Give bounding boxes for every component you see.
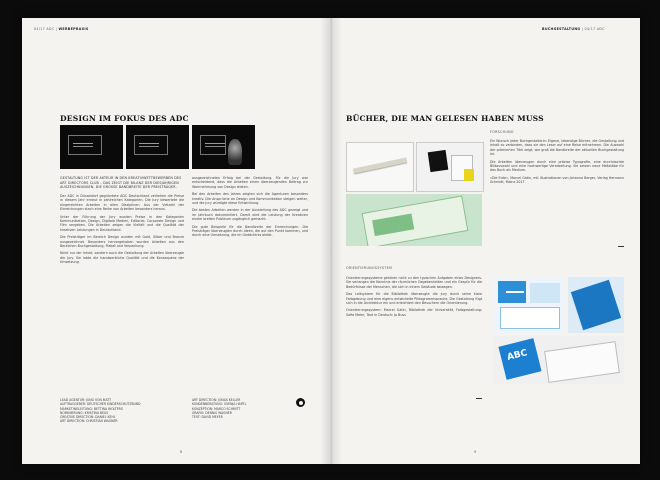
subhead-forschung: FORSCHUNG	[490, 130, 514, 134]
left-column-1	[60, 194, 184, 392]
credit-line: KONZEPTION: MARCO SCHMITT	[192, 406, 241, 411]
credit-line: TEXT: DAVID MEYER	[192, 415, 223, 420]
col1-paragraph: Die Preisträger im Bereich Design wurden mit Gold, Silber und Bronze ausgezeichnet. Besonders hervorgehoben wurden Arbeiten aus den Bereichen Buchgestaltung, Plakat und Verpackung.	[60, 235, 184, 249]
left-running-header: 04/17 ADC | WERBEPRAXIS	[34, 27, 89, 31]
photo-book-open-green	[346, 194, 482, 246]
end-mark	[476, 398, 482, 399]
right-paragraph: Ein Wunsch jeder Buchgestalterin: Eigene, lebendige Bücher, die Gestaltung und Inhalt so verbinden, dass sie den Leser auf eine Reise mitnehmen. Die Auswahl der prämierten Titel zeigt, wie groß die Bandbreite der aktuellen Buchgestaltung ist.	[490, 139, 624, 157]
photo-signage-blue	[494, 277, 564, 333]
left-header-issue: 04/17 ADC	[34, 27, 55, 31]
left-lede: GESTALTUNG IST DER AKTEUR IN DEN KREATIVWETTBEWERBEN DES ART DIRECTORS CLUB – DAS ZEIGT DIE BILANZ DER DIESJÄHRIGEN AUSZEICHNUNGEN, DIE GROSSE BANDBREITE DER PREISTRÄGER.	[60, 176, 182, 190]
left-column-2	[192, 176, 308, 388]
photo-screen-1	[60, 125, 123, 169]
right-paragraph: Das Leitsystem für die Bibliothek überzeugte die Jury durch seine klare Farbgebung und eine eigens entwickelte Piktogrammsprache. Die Gestaltung fügt sich in die Architektur ein und erleichtert den Besuchern die Orientierung.	[346, 292, 482, 306]
right-header-issue: 04/17 ADC	[584, 27, 605, 31]
right-page-number: 9	[474, 450, 477, 454]
photo-abc-books	[494, 336, 624, 384]
right-text-2	[346, 276, 482, 396]
col2-paragraph: Die besten Arbeiten werden in der Ausstellung des ADC gezeigt und im Jahrbuch dokumentiert. Damit wird die Leistung der Kreativen einem breiten Publikum zugänglich gemacht.	[192, 208, 308, 222]
credit-line: ART DIRECTION: CHRISTIAN WAGNER	[60, 419, 118, 424]
left-page-title: DESIGN IM FOKUS DES ADC	[60, 114, 189, 123]
right-paragraph: Die Arbeiten überzeugen durch eine präzise Typografie, eine durchdachte Bildauswahl und eine hochwertige Verarbeitung. Sie setzen neue Maßstäbe für das Buch als Medium.	[490, 159, 624, 173]
photo-deer	[192, 125, 255, 169]
left-page-number: 8	[180, 450, 183, 454]
credit-line: AUFTRAGGEBER: DEUTSCHER KINDERSCHUTZBUND	[60, 402, 141, 407]
left-credits	[60, 398, 184, 424]
right-paragraph: Orientierungssysteme gehören nicht zu den typischen Aufgaben eines Designers. Sie verlangen die Kenntnis der räumlichen Gegebenheiten und ein Gespür für die Bedürfnisse der Menschen, die sich in einem Gebäude bewegen.	[346, 276, 482, 289]
col2-paragraph: ausgezeichneten Erfolg bei der Gestaltung. Für die Jury war entscheidend, dass die Arbeiten einen überzeugenden Beitrag zur Wahrnehmung von Design leisten.	[192, 176, 308, 189]
gutter-shadow	[320, 18, 342, 464]
right-credits-block	[192, 398, 308, 419]
col1-paragraph: Der ADC in Düsseldorf gegründete ADC Deutschland verliehen die Preise in diesem Jahr erneut in zahlreichen Kategorien. Die Jury bewertete die eingereichten Arbeiten in allen Disziplinen. Aus der Vielzahl der Einreichungen stach eine Reihe von Arbeiten besonders heraus.	[60, 194, 184, 212]
right-page-title: BÜCHER, DIE MAN GELESEN HABEN MUSS	[346, 114, 544, 123]
left-header-section: WERBEPRAXIS	[58, 27, 89, 31]
right-running-header: BUCHGESTALTUNG | 04/17 ADC	[542, 27, 605, 31]
photo-blue-book	[568, 277, 624, 333]
credit-line: CREATIVE DIRECTION: DANIEL KEHL	[60, 415, 116, 420]
credit-line: MARKETINGLEITUNG: BETTINA WOLTERS	[60, 406, 123, 411]
photo-book-spine	[346, 142, 414, 192]
right-paragraph: Orientierungssystem: Marcel Gatin, Bibliothek der Universität, Farbgestaltung: Sofia Meier, Text in Deutsch: Jo Buss	[346, 308, 482, 317]
credit-line: LEAD AGENTUR: JUNG VON MATT	[60, 398, 112, 402]
photo-book-covers	[416, 142, 484, 192]
magazine-spread	[22, 18, 640, 464]
right-paragraph: »Die Erde«, Marcel Gatin, mit Illustrationen von Johanna Berger, Verlag Hermann Schmidt, Mainz 2017	[490, 175, 624, 185]
col1-paragraph: Nicht nur der Inhalt, sondern auch die Gestaltung der Arbeiten überzeugte die Jury. Sie lobte die handwerkliche Qualität und die Konsequenz der Umsetzung.	[60, 251, 184, 265]
end-mark	[618, 246, 624, 247]
subhead-orientierungssystem: ORIENTIERUNGSSYSTEM	[346, 266, 393, 270]
col2-paragraph: Bei den Arbeiten des Jahres zeigten sich die Agenturen besonders kreativ. Die Ansprüche an Design und Kommunikation steigen weiter, und die Jury würdigte diese Entwicklung.	[192, 192, 308, 206]
photo-screen-2	[126, 125, 189, 169]
credit-line: GRAFIK: DENNIS WAGNER	[192, 410, 232, 415]
abc-cover-text: ABC	[506, 348, 529, 363]
col1-paragraph: Unter der Führung der Jury wurden Preise in den Kategorien Kommunikation, Design, Digitale Medien, Editorial, Corporate Design und Film vergeben. Die Arbeiten zeigen die Vielfalt und die Qualität der kreativen Leistungen in Deutschland.	[60, 214, 184, 232]
credit-line: KUNDENBERATUNG: SVENJA HARTL	[192, 402, 247, 407]
right-header-section: BUCHGESTALTUNG	[542, 27, 581, 31]
col2-paragraph: Die gute Beispiele für die Bandbreite der Einreichungen. Die Preisträger überzeugten durch Ideen, die auf den Punkt kommen, und durch eine Umsetzung, die im Gedächtnis bleibt.	[192, 224, 308, 238]
credit-line: NOMINIERUNG: KRISTINA BEUS	[60, 410, 109, 415]
adc-badge-icon	[296, 398, 305, 407]
right-text-1	[490, 139, 624, 243]
credit-line: ART DIRECTION: JONAS KELLER	[192, 398, 241, 402]
